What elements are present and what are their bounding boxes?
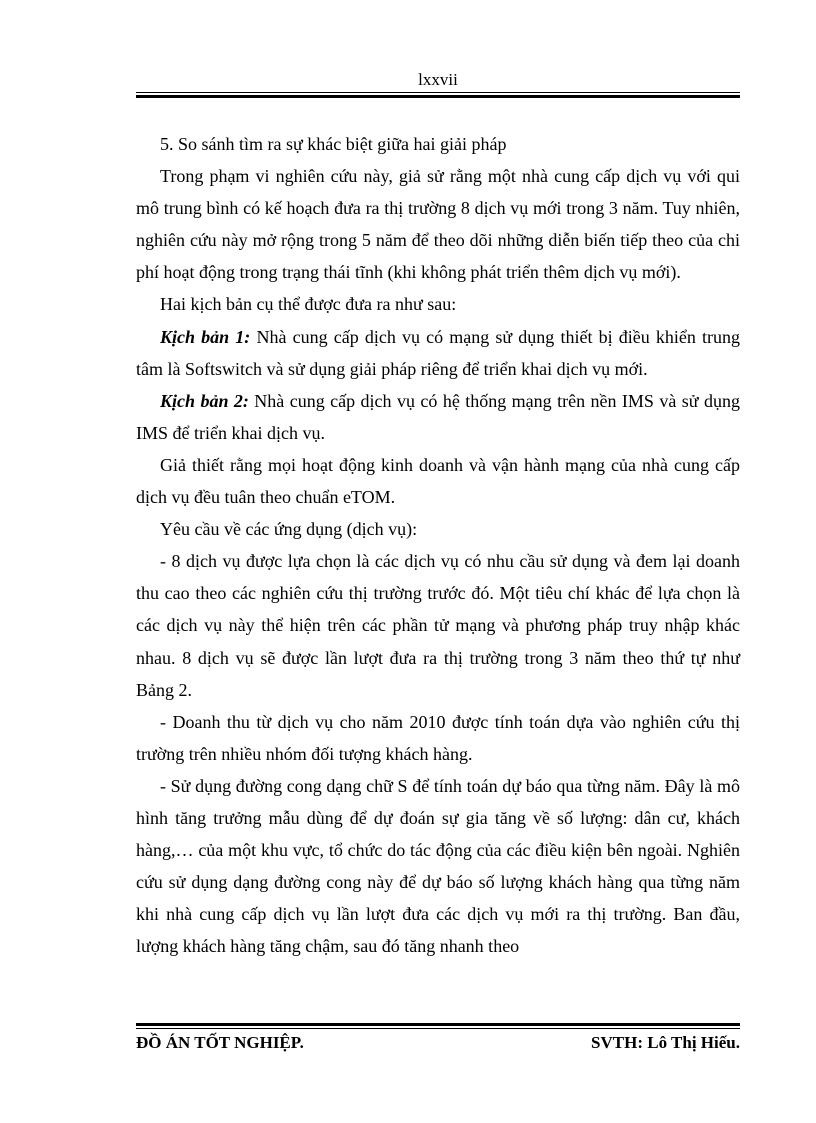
scenario-1-text: Nhà cung cấp dịch vụ có mạng sử dụng thiết bị điều khiển trung tâm là Softswitch và sử dụng giải pháp riêng để triển khai dịch vụ mới. <box>136 326 741 379</box>
paragraph: Yêu cầu về các ứng dụng (dịch vụ): <box>160 519 418 540</box>
scenario-2-paragraph <box>136 385 740 449</box>
section-heading: 5. So sánh tìm ra sự khác biệt giữa hai giải pháp <box>160 134 507 154</box>
scenario-2-label: Kịch bản 2: <box>160 390 249 411</box>
list-item: - 8 dịch vụ được lựa chọn là các dịch vụ có nhu cầu sử dụng và đem lại doanh thu cao theo các nghiên cứu thị trường trước đó. Một tiêu chí khác để lựa chọn là các dịch vụ này thể hiện trên các phần tử mạng và phương pháp truy nhập khác nhau. 8 dịch vụ sẽ được lần lượt đưa ra thị trường trong 3 năm theo thứ tự như Bảng 2. <box>136 551 740 700</box>
list-item: - Sử dụng đường cong dạng chữ S để tính toán dự báo qua từng năm. Đây là mô hình tăng trưởng mẫu dùng để dự đoán sự gia tăng về số lượng: dân cư, khách hàng,… của một khu vực, tổ chức do tác động của các điều kiện bên ngoài. Nghiên cứu sử dụng dạng đường cong này để dự báo số lượng khách hàng qua từng năm khi nhà cung cấp dịch vụ lần lượt đưa các dịch vụ mới ra thị trường. Ban đầu, lượng khách hàng tăng chậm, sau đó tăng nhanh theo <box>136 775 740 957</box>
footer-right: SVTH: Lô Thị Hiếu. <box>591 1033 740 1052</box>
footer <box>136 1033 740 1053</box>
paragraph: Giả thiết rằng mọi hoạt động kinh doanh và vận hành mạng của nhà cung cấp dịch vụ đều tuân theo chuẩn eTOM. <box>136 454 740 508</box>
scenario-1-paragraph <box>136 321 740 385</box>
paragraph: Hai kịch bản cụ thể được đưa ra như sau: <box>160 294 457 315</box>
footer-left: ĐỒ ÁN TỐT NGHIỆP. <box>136 1033 304 1052</box>
scenario-1-label: Kịch bản 1: <box>160 326 251 347</box>
scenario-2-text: Nhà cung cấp dịch vụ có hệ thống mạng trên nền IMS và sử dụng IMS để triển khai dịch vụ. <box>136 390 740 443</box>
page-number: lxxvii <box>418 70 458 89</box>
paragraph: Trong phạm vi nghiên cứu này, giả sử rằng một nhà cung cấp dịch vụ với qui mô trung bình có kế hoạch đưa ra thị trường 8 dịch vụ mới trong 3 năm. Tuy nhiên, nghiên cứu này mở rộng trong 5 năm để theo dõi những diễn biến tiếp theo của chi phí hoạt động trong trạng thái tĩnh (khi không phát triển thêm dịch vụ mới). <box>136 166 740 283</box>
document-body <box>136 128 740 962</box>
footer-rule <box>136 1023 740 1029</box>
list-item: - Doanh thu từ dịch vụ cho năm 2010 được tính toán dựa vào nghiên cứu thị trường trên nhiều nhóm đối tượng khách hàng. <box>136 711 740 764</box>
header-rule <box>136 92 740 98</box>
